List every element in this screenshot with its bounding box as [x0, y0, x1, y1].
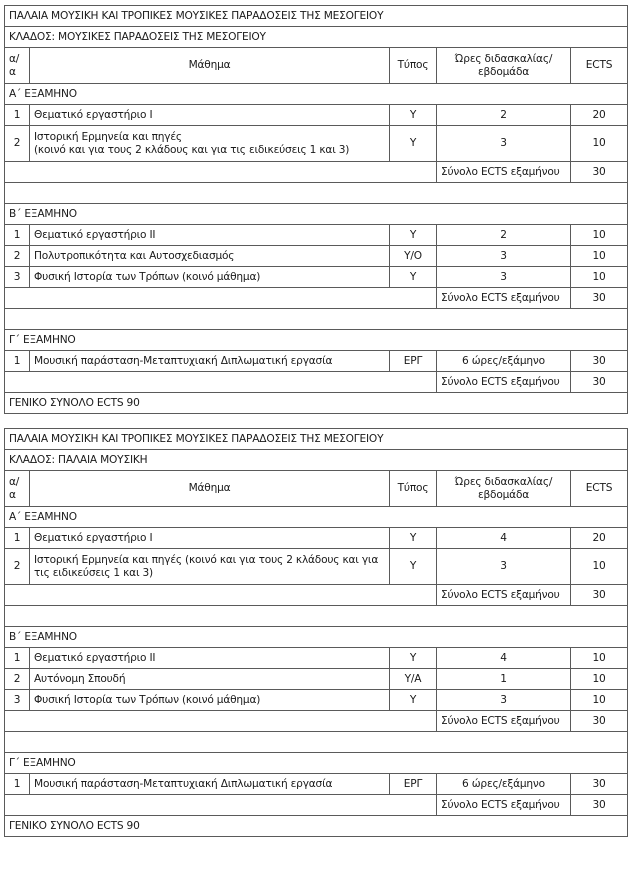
- semester-label: Γ΄ ΕΞΑΜΗΝΟ: [5, 753, 628, 774]
- table-row: [5, 669, 628, 690]
- semester-row: [5, 330, 628, 351]
- course-hours: 2: [437, 225, 571, 246]
- grand-total-row: [5, 393, 628, 414]
- semester-label: Β΄ ΕΞΑΜΗΝΟ: [5, 204, 628, 225]
- curriculum-table-early-music: [4, 428, 628, 837]
- branch-row: [5, 450, 628, 471]
- branch-row: [5, 27, 628, 48]
- course-ects: 20: [571, 528, 628, 549]
- table-row: [5, 126, 628, 162]
- semester-label: Α΄ ΕΞΑΜΗΝΟ: [5, 84, 628, 105]
- header-ects: ECTS: [571, 48, 628, 84]
- branch-title: ΚΛΑΔΟΣ: ΠΑΛΑΙΑ ΜΟΥΣΙΚΗ: [5, 450, 628, 471]
- sum-spacer: [5, 711, 437, 732]
- table-row: [5, 528, 628, 549]
- course-type: ΕΡΓ: [390, 774, 437, 795]
- semester-sum-label: Σύνολο ECTS εξαμήνου: [437, 795, 571, 816]
- course-type: Υ: [390, 126, 437, 162]
- header-course: Μάθημα: [30, 471, 390, 507]
- course-type: Υ: [390, 225, 437, 246]
- branch-title: ΚΛΑΔΟΣ: ΜΟΥΣΙΚΕΣ ΠΑΡΑΔΟΣΕΙΣ ΤΗΣ ΜΕΣΟΓΕΙΟΥ: [5, 27, 628, 48]
- course-aa: 1: [5, 105, 30, 126]
- course-name: Θεματικό εργαστήριο Ι: [30, 528, 390, 549]
- header-type: Τύπος: [390, 471, 437, 507]
- course-type: Υ/Α: [390, 669, 437, 690]
- blank-row: [5, 183, 628, 204]
- semester-sum-row: [5, 711, 628, 732]
- blank-cell: [5, 732, 628, 753]
- course-ects: 10: [571, 246, 628, 267]
- course-aa: 2: [5, 126, 30, 162]
- semester-row: [5, 627, 628, 648]
- grand-total: ΓΕΝΙΚΟ ΣΥΝΟΛΟ ECTS 90: [5, 393, 628, 414]
- semester-sum-label: Σύνολο ECTS εξαμήνου: [437, 372, 571, 393]
- course-hours: 6 ώρες/εξάμηνο: [437, 351, 571, 372]
- course-name: Μουσική παράσταση-Μεταπτυχιακή Διπλωματική εργασία: [30, 774, 390, 795]
- course-name: Φυσική Ιστορία των Τρόπων (κοινό μάθημα): [30, 267, 390, 288]
- semester-sum-row: [5, 288, 628, 309]
- program-title: ΠΑΛΑΙΑ ΜΟΥΣΙΚΗ ΚΑΙ ΤΡΟΠΙΚΕΣ ΜΟΥΣΙΚΕΣ ΠΑΡΑΔΟΣΕΙΣ ΤΗΣ ΜΕΣΟΓΕΙΟΥ: [5, 6, 628, 27]
- semester-sum-label: Σύνολο ECTS εξαμήνου: [437, 585, 571, 606]
- course-name: Θεματικό εργαστήριο ΙΙ: [30, 648, 390, 669]
- table-row: [5, 351, 628, 372]
- course-name-line1: Ιστορική Ερμηνεία και πηγές: [34, 130, 182, 143]
- blank-cell: [5, 606, 628, 627]
- course-type: Υ: [390, 528, 437, 549]
- course-ects: 30: [571, 351, 628, 372]
- blank-cell: [5, 183, 628, 204]
- semester-sum-value: 30: [571, 372, 628, 393]
- semester-sum-row: [5, 585, 628, 606]
- semester-row: [5, 84, 628, 105]
- course-hours: 3: [437, 690, 571, 711]
- course-aa: 1: [5, 648, 30, 669]
- course-aa: 1: [5, 774, 30, 795]
- program-title: ΠΑΛΑΙΑ ΜΟΥΣΙΚΗ ΚΑΙ ΤΡΟΠΙΚΕΣ ΜΟΥΣΙΚΕΣ ΠΑΡΑΔΟΣΕΙΣ ΤΗΣ ΜΕΣΟΓΕΙΟΥ: [5, 429, 628, 450]
- sum-spacer: [5, 795, 437, 816]
- course-ects: 10: [571, 690, 628, 711]
- table-row: [5, 774, 628, 795]
- semester-sum-row: [5, 795, 628, 816]
- course-ects: 10: [571, 126, 628, 162]
- course-name: Ιστορική Ερμηνεία και πηγές (κοινό και για τους 2 κλάδους και για τις ειδικεύσεις 1 και 3): [30, 549, 390, 585]
- course-ects: 10: [571, 669, 628, 690]
- course-hours: 3: [437, 267, 571, 288]
- column-header-row: [5, 471, 628, 507]
- course-hours: 4: [437, 648, 571, 669]
- header-aa: α/α: [5, 48, 30, 84]
- course-ects: 30: [571, 774, 628, 795]
- course-hours: 6 ώρες/εξάμηνο: [437, 774, 571, 795]
- semester-sum-label: Σύνολο ECTS εξαμήνου: [437, 162, 571, 183]
- course-name: Πολυτροπικότητα και Αυτοσχεδιασμός: [30, 246, 390, 267]
- blank-row: [5, 606, 628, 627]
- sum-spacer: [5, 585, 437, 606]
- semester-sum-label: Σύνολο ECTS εξαμήνου: [437, 711, 571, 732]
- course-ects: 10: [571, 225, 628, 246]
- course-hours: 3: [437, 126, 571, 162]
- course-aa: 2: [5, 246, 30, 267]
- semester-row: [5, 753, 628, 774]
- course-aa: 1: [5, 225, 30, 246]
- course-type: Υ: [390, 648, 437, 669]
- semester-label: Γ΄ ΕΞΑΜΗΝΟ: [5, 330, 628, 351]
- course-ects: 20: [571, 105, 628, 126]
- course-hours: 4: [437, 528, 571, 549]
- curriculum-table-mediterranean-traditions: [4, 5, 628, 414]
- header-aa: α/α: [5, 471, 30, 507]
- semester-sum-label: Σύνολο ECTS εξαμήνου: [437, 288, 571, 309]
- table-row: [5, 549, 628, 585]
- grand-total: ΓΕΝΙΚΟ ΣΥΝΟΛΟ ECTS 90: [5, 816, 628, 837]
- course-type: Υ: [390, 267, 437, 288]
- semester-sum-value: 30: [571, 585, 628, 606]
- blank-row: [5, 309, 628, 330]
- semester-sum-value: 30: [571, 162, 628, 183]
- course-type: Υ: [390, 690, 437, 711]
- course-aa: 2: [5, 669, 30, 690]
- course-name: Θεματικό εργαστήριο ΙΙ: [30, 225, 390, 246]
- program-title-row: [5, 429, 628, 450]
- header-ects: ECTS: [571, 471, 628, 507]
- table-row: [5, 690, 628, 711]
- semester-sum-row: [5, 162, 628, 183]
- semester-sum-value: 30: [571, 711, 628, 732]
- course-name: [30, 126, 390, 162]
- header-hours: Ώρες διδασκαλίας/ εβδομάδα: [437, 48, 571, 84]
- course-aa: 1: [5, 351, 30, 372]
- sum-spacer: [5, 372, 437, 393]
- course-hours: 3: [437, 246, 571, 267]
- header-hours: Ώρες διδασκαλίας/ εβδομάδα: [437, 471, 571, 507]
- course-aa: 3: [5, 690, 30, 711]
- table-row: [5, 246, 628, 267]
- header-type: Τύπος: [390, 48, 437, 84]
- program-title-row: [5, 6, 628, 27]
- semester-sum-row: [5, 372, 628, 393]
- course-hours: 2: [437, 105, 571, 126]
- course-type: ΕΡΓ: [390, 351, 437, 372]
- course-name: Μουσική παράσταση-Μεταπτυχιακή Διπλωματική εργασία: [30, 351, 390, 372]
- semester-row: [5, 204, 628, 225]
- semester-row: [5, 507, 628, 528]
- grand-total-row: [5, 816, 628, 837]
- course-ects: 10: [571, 648, 628, 669]
- course-hours: 1: [437, 669, 571, 690]
- semester-label: Α΄ ΕΞΑΜΗΝΟ: [5, 507, 628, 528]
- table-row: [5, 105, 628, 126]
- table-row: [5, 648, 628, 669]
- course-name: Αυτόνομη Σπουδή: [30, 669, 390, 690]
- course-name: Φυσική Ιστορία των Τρόπων (κοινό μάθημα): [30, 690, 390, 711]
- course-aa: 2: [5, 549, 30, 585]
- course-type: Υ: [390, 549, 437, 585]
- course-name-line2: (κοινό και για τους 2 κλάδους και για τις ειδικεύσεις 1 και 3): [34, 143, 350, 156]
- table-gap: [4, 414, 627, 428]
- course-name: Θεματικό εργαστήριο Ι: [30, 105, 390, 126]
- course-aa: 3: [5, 267, 30, 288]
- course-hours: 3: [437, 549, 571, 585]
- table-row: [5, 267, 628, 288]
- semester-sum-value: 30: [571, 288, 628, 309]
- course-type: Υ: [390, 105, 437, 126]
- course-ects: 10: [571, 267, 628, 288]
- course-type: Υ/Ο: [390, 246, 437, 267]
- sum-spacer: [5, 162, 437, 183]
- blank-row: [5, 732, 628, 753]
- semester-label: Β΄ ΕΞΑΜΗΝΟ: [5, 627, 628, 648]
- course-ects: 10: [571, 549, 628, 585]
- blank-cell: [5, 309, 628, 330]
- table-row: [5, 225, 628, 246]
- column-header-row: [5, 48, 628, 84]
- header-course: Μάθημα: [30, 48, 390, 84]
- sum-spacer: [5, 288, 437, 309]
- course-aa: 1: [5, 528, 30, 549]
- semester-sum-value: 30: [571, 795, 628, 816]
- curriculum-document: [4, 5, 627, 837]
